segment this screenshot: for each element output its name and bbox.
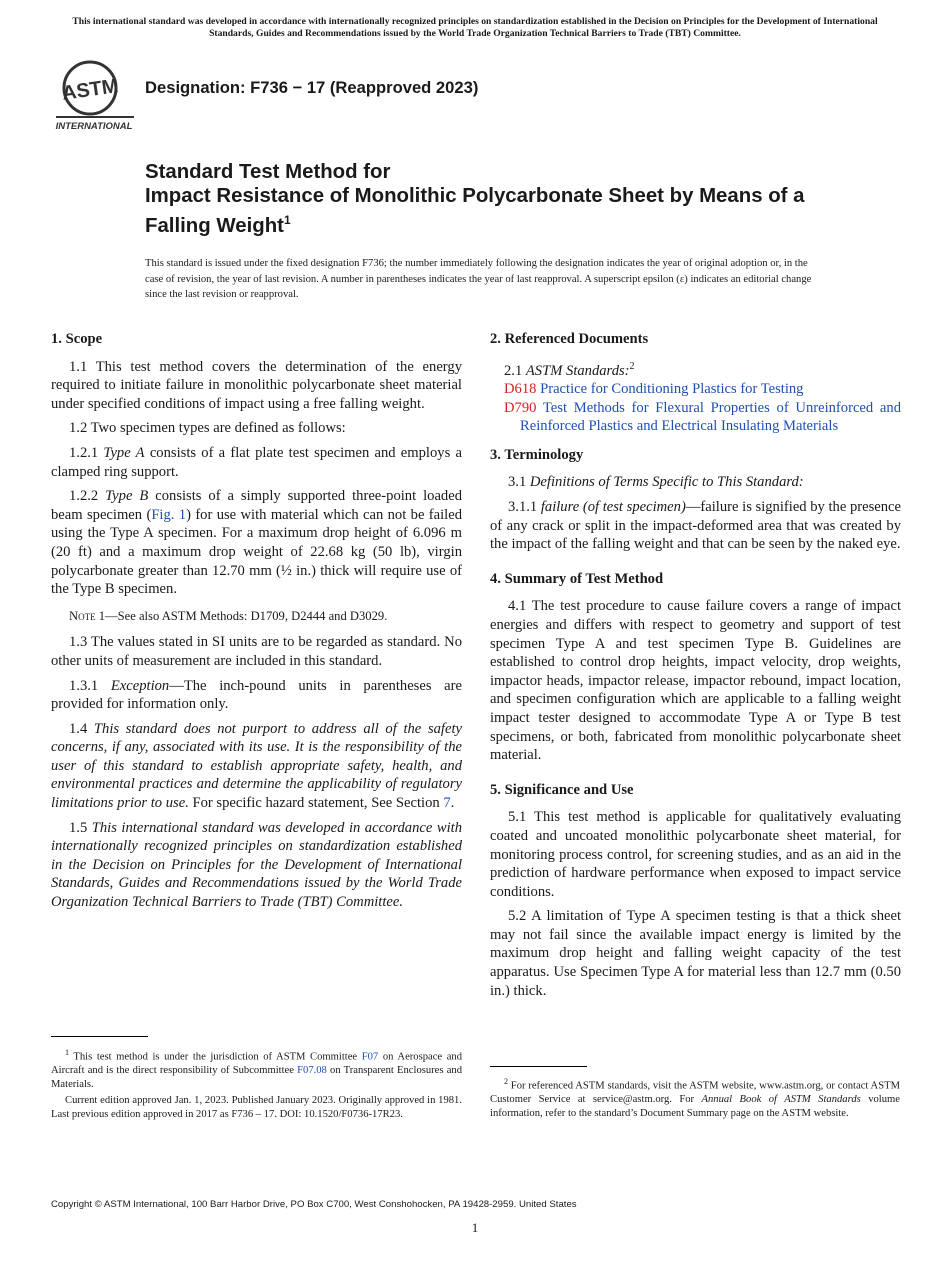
copyright-notice: Copyright © ASTM International, 100 Barr Harbor Drive, PO Box C700, West Conshohocken, PA 19428-2959. United States xyxy=(51,1199,577,1210)
footnote-1-text: $^1$ This test method is under the jurisdiction of ASTM Committee F07 on Aerospace and Aircraft and is the direct responsibility of Subcommittee F07.08 on Transparent Enclosures and Materials. xyxy=(51,1048,463,1090)
section-heading-referenced-documents: 2. Referenced Documents xyxy=(490,331,649,347)
footnote-2-text: $^2$ For referenced ASTM standards, visit the ASTM website, www.astm.org, or contact ASTM Customer Service at service@astm.org. For Annual Book of ASTM Standards volume information, refer to the standard’s Document Summary page on the ASTM website. xyxy=(490,1077,900,1119)
committee-f07-link[interactable]: F07 xyxy=(361,1051,379,1063)
title-footnote-mark: 1 xyxy=(283,213,291,227)
document-title xyxy=(145,160,825,238)
footnote-rule-right xyxy=(490,1066,587,1067)
logo-subtext: INTERNATIONAL xyxy=(55,121,133,132)
section-heading-terminology: 3. Terminology xyxy=(490,446,584,463)
note-1: Note 1—See also ASTM Methods: D1709, D2444 and D3029. xyxy=(69,608,388,623)
right-column xyxy=(490,330,901,1006)
title-line-2 xyxy=(145,184,825,238)
reference-item[interactable] xyxy=(504,399,901,436)
section-heading-significance: 5. Significance and Use xyxy=(490,781,634,798)
reference-code[interactable]: D790 xyxy=(504,399,537,416)
para-1-2-1: 1.2.1 Type A consists of a flat plate test specimen and employs a clamped ring support. xyxy=(51,444,462,480)
page-number: 1 xyxy=(471,1220,479,1235)
para-1-2: 1.2 Two specimen types are defined as follows: xyxy=(69,420,346,437)
footnote-rule-left xyxy=(51,1036,148,1037)
para-4-1: 4.1 The test procedure to cause failure covers a range of impact energies and differs with respect to geometry and support of test specimen Type A and test specimen Type B. Guidelines are established to control drop heights, impact velocity, drop weights, impactor heads, impactor release, impactor rebound, impact location, and specimen configuration which are applicable to a falling weight impact tester designed to accommodate Type A or Type B test specimens, or both, fabricated from monolithic polycarbonate sheet material. xyxy=(490,598,901,764)
para-3-1-1: 3.1.1 failure (of test specimen)—failure is signified by the presence of any crack or split in the impact-deformed area that was created by the impact of the falling weight and that can be seen by the naked eye. xyxy=(490,499,901,553)
section-7-link[interactable]: 7 xyxy=(443,795,451,812)
footnote-2 xyxy=(490,1075,900,1123)
reference-title[interactable]: Practice for Conditioning Plastics for Testing xyxy=(540,381,804,398)
title-line-1: Standard Test Method for xyxy=(145,161,391,183)
para-3-1: 3.1 Definitions of Terms Specific to This Standard: xyxy=(508,474,804,491)
footnote-1-edition: Current edition approved Jan. 1, 2023. Published January 2023. Originally approved in 1981. Last previous edition approved in 2017 as F736 – 17. DOI: 10.1520/F0736-17R23. xyxy=(51,1095,462,1120)
reference-item[interactable] xyxy=(504,380,901,399)
astm-logo xyxy=(52,58,136,134)
section-heading-scope: 1. Scope xyxy=(51,331,103,347)
section-heading-summary: 4. Summary of Test Method xyxy=(490,570,664,587)
reference-title[interactable]: Test Methods for Flexural Properties of Unreinforced and Reinforced Plastics and Electrical Insulating Materials xyxy=(520,399,901,435)
para-1-2-2: 1.2.2 Type B consists of a simply supported three-point loaded beam specimen (Fig. 1) for use with material which can not be failed using the Type A specimen. For a maximum drop height of 6.096 m (20 ft) and a maximum drop weight of 22.68 kg (50 lb), virgin polycarbonate greater than 12.70 mm (½ in.) thick will require use of the Type B specimen. xyxy=(51,488,463,598)
reference-list xyxy=(504,380,901,436)
para-1-1: 1.1 This test method covers the determination of the energy required to initiate failure in monolithic polycarbonate sheet material under specified conditions of impact using a free falling weight. xyxy=(51,358,462,412)
para-1-5: 1.5 This international standard was developed in accordance with internationally recognized principles on standardization established in the Decision on Principles for the Development of International Standards, Guides and Recommendations issued by the World Trade Organization Technical Barriers to Trade (TBT) Committee. xyxy=(51,819,463,911)
top-notice: This international standard was developed in accordance with internationally recognized principles on standardization established in the Decision on Principles for the Development of International Standards, Guides and Recommendations issued by the World Trade Organization Technical Barriers to Trade (TBT) Committee. xyxy=(72,16,878,39)
para-1-3-1: 1.3.1 Exception—The inch-pound units in parentheses are provided for information only. xyxy=(51,677,462,713)
logo-text: ASTM xyxy=(60,75,120,105)
footnote-1 xyxy=(51,1046,462,1125)
issuance-statement: This standard is issued under the fixed designation F736; the number immediately following the designation indicates the year of original adoption or, in the case of revision, the year of last revision. A number in parentheses indicates the year of last reapproval. A superscript epsilon (ε) indicates an editorial change since the last revision or reapproval. xyxy=(145,258,812,300)
title-main: Impact Resistance of Monolithic Polycarbonate Sheet by Means of a Falling Weight xyxy=(145,185,805,237)
para-5-2: 5.2 A limitation of Type A specimen testing is that a thick sheet may not fail since the available impact energy is limited by the maximum drop height and falling weight capacity of the test apparatus. Use Specimen Type A for material less than 12.7 mm (0.50 in.) thick. xyxy=(490,908,901,999)
para-2-1: 2.1 ASTM Standards:$^2$ xyxy=(504,360,635,379)
para-1-3: 1.3 The values stated in SI units are to be regarded as standard. No other units of measurement are included in this standard. xyxy=(51,634,462,669)
reference-code[interactable]: D618 xyxy=(504,381,537,398)
para-1-4: 1.4 This standard does not purport to address all of the safety concerns, if any, associated with its use. It is the responsibility of the user of this standard to establish appropriate safety, health, and environmental practices and determine the applicability of regulatory limitations prior to use. For specific hazard statement, See Section 7. xyxy=(51,720,462,812)
left-column xyxy=(51,330,462,918)
para-5-1: 5.1 This test method is applicable for qualitatively evaluating coated and uncoated monolithic polycarbonate sheet material, for monitoring process control, for screening studies, and as an aid in the prediction of hardware performance when exposed to impact service conditions. xyxy=(490,809,901,900)
figure-1-link[interactable]: Fig. 1 xyxy=(151,506,187,523)
subcommittee-link[interactable]: F07.08 xyxy=(297,1065,327,1077)
designation: Designation: F736 − 17 (Reapproved 2023) xyxy=(145,78,479,97)
